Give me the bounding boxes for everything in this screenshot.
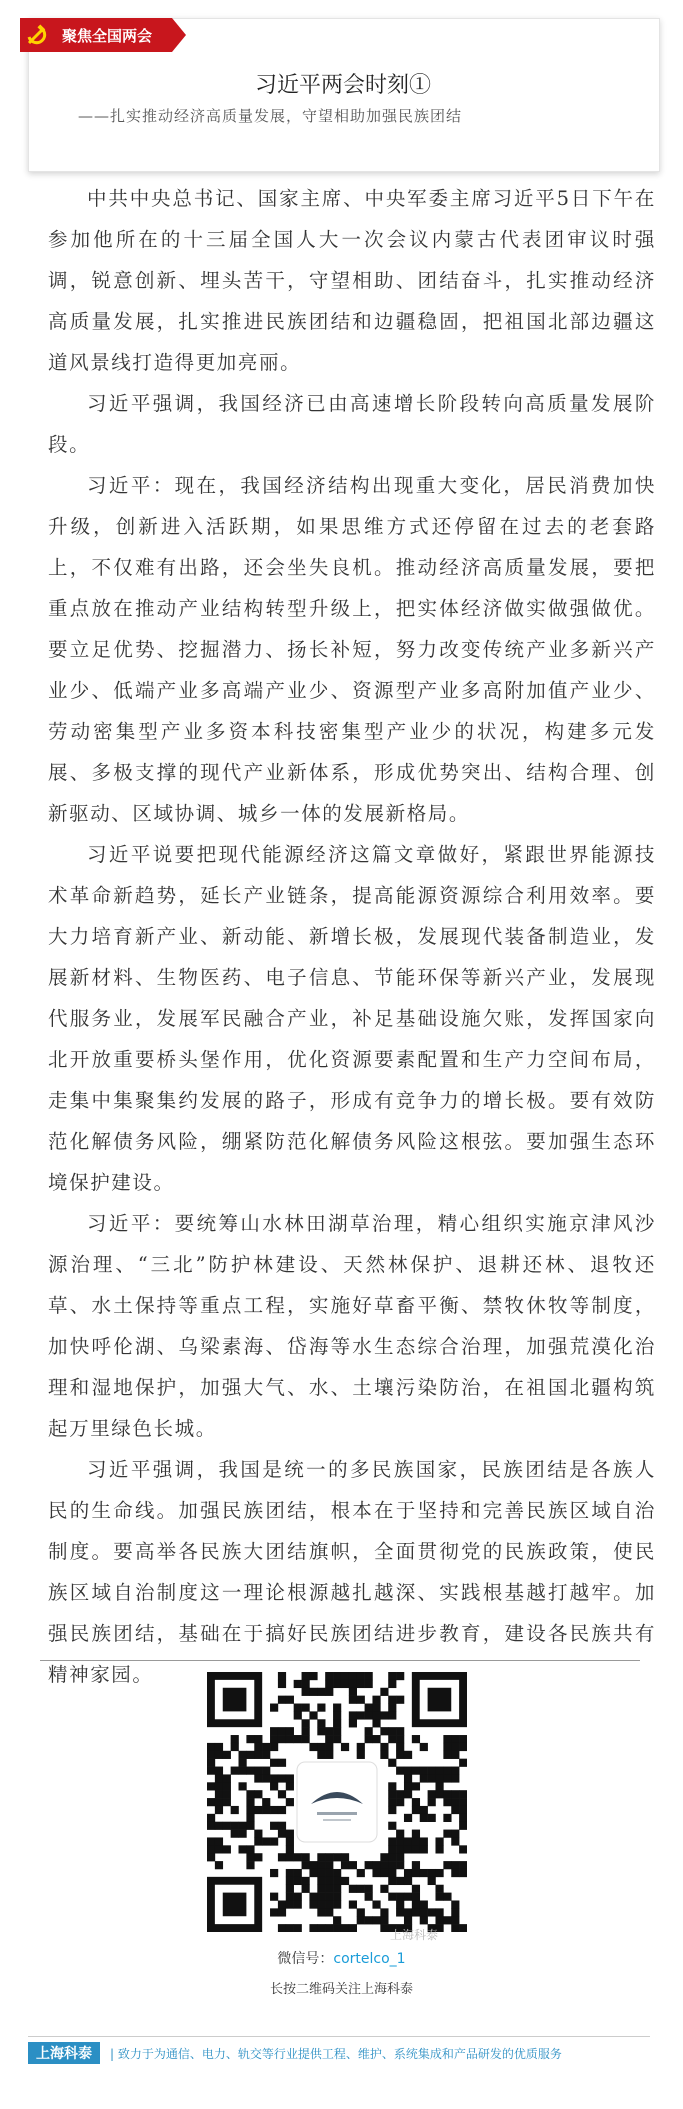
footer-divider [28, 2036, 650, 2037]
article-paragraph: 习近平强调，我国是统一的多民族国家，民族团结是各族人民的生命线。加强民族团结，根本在于坚持和完善民族区域自治制度。要高举各民族大团结旗帜，全面贯彻党的民族政策，使民族区域自治制度这一理论根源越扎越深、实践根基越打越牢。加强民族团结，基础在于搞好民族团结进步教育，建设各民族共有精神家园。 [48, 1458, 656, 1686]
party-emblem-icon [20, 18, 54, 52]
qr-code[interactable] [207, 1672, 467, 1932]
article-body [48, 178, 656, 1695]
brand-badge: 上海科泰 [28, 2042, 100, 2064]
article-paragraph: 习近平说要把现代能源经济这篇文章做好，紧跟世界能源技术革命新趋势，延长产业链条，提高能源资源综合利用效率。要大力培育新产业、新动能、新增长极，发展现代装备制造业，发展新材料、生物医药、电子信息、节能环保等新兴产业，发展现代服务业，发展军民融合产业，补足基础设施欠账，发挥国家向北开放重要桥头堡作用，优化资源要素配置和生产力空间布局，走集中集聚集约发展的路子，形成有竞争力的增长极。要有效防范化解债务风险，绷紧防范化解债务风险这根弦。要加强生态环境保护建设。 [48, 843, 656, 1194]
company-logo-icon [297, 1762, 377, 1842]
article-paragraph: 习近平强调，我国经济已由高速增长阶段转向高质量发展阶段。 [48, 392, 656, 456]
tag-label: 聚焦全国两会 [62, 26, 153, 45]
qr-caption: 长按二维码关注上海科泰 [269, 1982, 413, 1997]
article-paragraph: 中共中央总书记、国家主席、中央军委主席习近平5日下午在参加他所在的十三届全国人大一次会议内蒙古代表团审议时强调，锐意创新、埋头苦干，守望相助、团结奋斗，扎实推动经济高质量发展，扎实推进民族团结和边疆稳固，把祖国北部边疆这道风景线打造得更加亮丽。 [48, 187, 656, 374]
page-subtitle: ——扎实推动经济高质量发展，守望相助加强民族团结 [78, 107, 463, 125]
footer [28, 2042, 562, 2064]
wechat-id-line [0, 1948, 683, 1968]
article-paragraph: 习近平：现在，我国经济结构出现重大变化，居民消费加快升级，创新进入活跃期，如果思维方式还停留在过去的老套路上，不仅难有出路，还会坐失良机。推动经济高质量发展，要把重点放在推动产业结构转型升级上，把实体经济做实做强做优。要立足优势、挖掘潜力、扬长补短，努力改变传统产业多新兴产业少、低端产业多高端产业少、资源型产业多高附加值产业少、劳动密集型产业多资本科技密集型产业少的状况，构建多元发展、多极支撑的现代产业新体系，形成优势突出、结构合理、创新驱动、区域协调、城乡一体的发展新格局。 [48, 474, 656, 825]
divider [40, 1660, 640, 1661]
wechat-id[interactable]: cortelco_1 [333, 1951, 406, 1967]
topic-tag [20, 18, 172, 52]
brand-slogan: | 致力于为通信、电力、轨交等行业提供工程、维护、系统集成和产品研发的优质服务 [110, 2046, 562, 2061]
wechat-label: 微信号： [277, 1951, 334, 1967]
article-paragraph: 习近平：要统筹山水林田湖草治理，精心组织实施京津风沙源治理、“三北”防护林建设、天然林保护、退耕还林、退牧还草、水土保持等重点工程，实施好草畜平衡、禁牧休牧等制度，加快呼伦湖、乌梁素海、岱海等水生态综合治理，加强荒漠化治理和湿地保护，加强大气、水、土壤污染防治，在祖国北疆构筑起万里绿色长城。 [48, 1212, 656, 1440]
qr-watermark: 上海科泰 [390, 1928, 439, 1942]
page-title: 习近平两会时刻① [254, 73, 431, 98]
